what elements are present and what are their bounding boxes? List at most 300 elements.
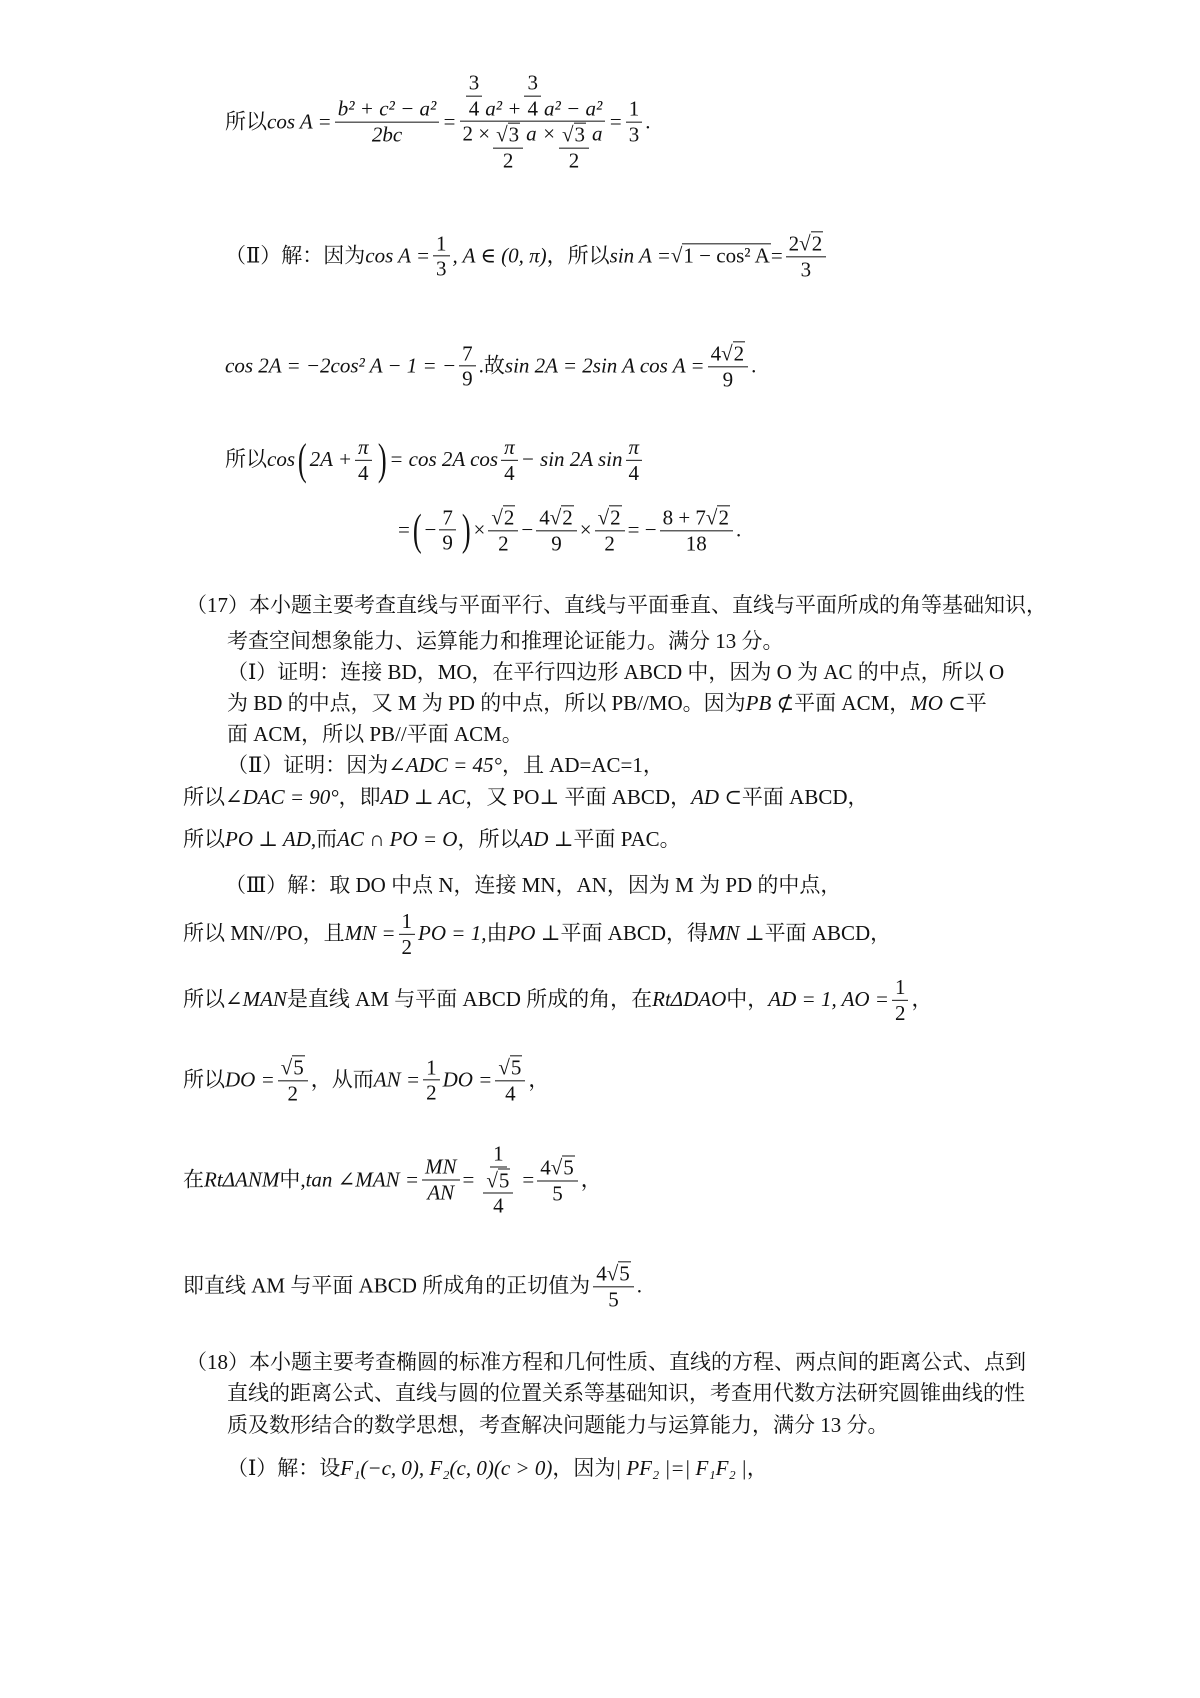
text-line (227, 630, 784, 654)
numerator (459, 342, 476, 367)
math-expression: F₁(−c, 0), F₂(c, 0)(c > 0) (340, 1456, 553, 1481)
fraction (536, 505, 577, 554)
text-segment: （Ⅱ）解：因为 (225, 243, 366, 268)
text-segment: 1 (436, 230, 447, 255)
denominator (399, 935, 416, 959)
text-segment: = (770, 243, 783, 268)
radical-sign-icon: √ (606, 1261, 619, 1286)
math-expression: a × (526, 122, 557, 146)
math-expression: = cos 2A cos (389, 447, 499, 472)
numerator (536, 505, 577, 531)
text-segment: 4 (596, 1261, 607, 1286)
text-line (183, 910, 891, 958)
numerator (595, 505, 625, 531)
text-line (183, 1261, 642, 1310)
math-expression: MN = (344, 921, 396, 946)
radical-sign-icon: √ (280, 1055, 293, 1080)
fraction (477, 1142, 519, 1217)
denominator (285, 1081, 302, 1105)
fraction (593, 1261, 634, 1310)
square-root (486, 1168, 510, 1192)
fraction (488, 505, 518, 554)
numerator (626, 436, 643, 461)
numerator (524, 72, 541, 97)
parenthesized-group (410, 506, 474, 554)
parenthesized-group (295, 436, 389, 484)
text-segment: 平面 ABCD，得 (560, 921, 709, 946)
denominator (439, 531, 456, 555)
text-line (227, 1414, 889, 1438)
text-segment: ,而 (310, 827, 338, 852)
math-expression: RtΔDAO (652, 987, 727, 1012)
text-line (398, 505, 741, 554)
square-root (706, 505, 730, 529)
fraction (399, 910, 416, 958)
text-segment: 2 (401, 934, 413, 959)
math-expression: PB ⊄ (745, 691, 795, 716)
denominator (605, 1287, 622, 1311)
text-segment: （18）本小题主要考查椭圆的标准方程和几何性质、直线的方程、两点间的距离公式、点到 (186, 1350, 1026, 1375)
text-segment: （17）本小题主要考查直线与平面平行、直线与平面垂直、直线与平面所成的角等基础知识， (186, 593, 1047, 618)
text-segment: 3 (800, 257, 812, 281)
square-root (799, 231, 823, 255)
math-expression: | PF₂ |=| F₁F₂ | (615, 1456, 747, 1481)
text-segment: 7 (442, 504, 453, 529)
text-segment: 5 (608, 1287, 619, 1311)
fraction (335, 98, 440, 146)
denominator (501, 461, 518, 485)
numerator (626, 98, 643, 123)
text-segment: 面 ACM，所以 PB//平面 ACM。 (227, 722, 523, 747)
numerator (399, 910, 416, 935)
text-segment: 8 + 7 (662, 505, 706, 530)
text-line (225, 231, 829, 280)
numerator (537, 1155, 578, 1181)
text-segment: 18 (685, 531, 707, 555)
text-segment: 由 (486, 921, 508, 946)
text-line (186, 1351, 1026, 1375)
radicand: 5 (510, 1055, 522, 1080)
denominator (626, 123, 643, 147)
text-segment: 4 (540, 1155, 551, 1180)
paren-content (310, 436, 375, 484)
radicand: 2 (562, 505, 573, 530)
text-segment: 3 (468, 70, 480, 95)
text-segment: 在 (183, 1167, 204, 1192)
math-expression: a (592, 122, 603, 146)
text-segment: 质及数形结合的数学思想，考查解决问题能力与运算能力，满分 13 分。 (227, 1413, 889, 1438)
text-segment: 平面 ABCD， (764, 921, 892, 946)
text-segment: = (398, 517, 410, 542)
text-segment: 即直线 AM 与平面 ABCD 所成角的正切值为 (183, 1273, 591, 1298)
denominator (500, 149, 517, 173)
radicand: 2 (811, 231, 823, 256)
text-segment: ， (580, 1167, 602, 1192)
text-segment: 1 (493, 1141, 504, 1166)
text-segment: 4 (493, 1193, 504, 1218)
math-expression: cos 2A = −2cos² A − 1 = − (225, 353, 457, 378)
text-segment: （Ⅰ）解：设 (227, 1456, 341, 1481)
radical-sign-icon: √ (670, 243, 683, 268)
text-segment: 7 (462, 340, 473, 365)
text-line (183, 976, 932, 1024)
denominator (798, 257, 815, 281)
denominator (601, 531, 618, 555)
text-segment: 4 (628, 460, 640, 485)
denominator (548, 531, 565, 555)
radicand: 5 (293, 1055, 304, 1080)
denominator (433, 257, 450, 281)
text-segment: × (473, 517, 486, 542)
text-segment: ， (911, 987, 933, 1012)
math-expression: MN (425, 1154, 457, 1179)
math-expression: PO ⊥ (507, 921, 561, 946)
numerator (495, 1055, 525, 1081)
denominator (477, 1167, 519, 1217)
square-root (671, 244, 771, 269)
square-root (550, 505, 574, 529)
fraction (559, 123, 589, 172)
text-segment: ，所以 (546, 243, 610, 268)
right-paren-icon: ) (377, 435, 387, 484)
fraction (459, 72, 605, 173)
denominator (892, 1001, 909, 1025)
fraction (439, 506, 456, 554)
text-segment: ，即 (338, 785, 381, 810)
text-segment: 2 × (462, 122, 491, 146)
text-segment: 9 (551, 531, 562, 555)
text-segment: × (579, 517, 592, 542)
radical-sign-icon: √ (721, 341, 733, 366)
text-segment: 2 (498, 531, 509, 555)
text-segment: 中， (726, 987, 769, 1012)
denominator (502, 1081, 519, 1105)
text-line (225, 436, 645, 484)
text-segment: ，所以 (457, 827, 521, 852)
square-root (281, 1055, 305, 1079)
text-segment: 2 (287, 1081, 299, 1105)
text-line (227, 754, 664, 778)
fraction (466, 72, 483, 120)
math-expression: AC ∩ PO = O (337, 827, 458, 852)
math-expression: π (628, 434, 640, 459)
radical-sign-icon: √ (498, 1055, 510, 1080)
text-segment: ， (746, 1456, 768, 1481)
denominator (524, 96, 541, 120)
text-segment: 4 (358, 460, 369, 485)
text-segment: ，从而 (310, 1067, 374, 1092)
text-segment: 4 (710, 341, 722, 366)
square-root (562, 123, 586, 147)
denominator (466, 96, 483, 120)
fraction (524, 72, 541, 120)
text-segment: 4 (539, 505, 550, 530)
math-expression: = (442, 109, 457, 134)
text-line (183, 1142, 602, 1217)
fraction (537, 1155, 578, 1204)
text-segment: 1 (401, 908, 413, 933)
text-segment: 3 (436, 256, 447, 281)
math-expression: = (608, 109, 623, 134)
fraction (422, 1156, 460, 1204)
text-segment: 9 (462, 366, 473, 391)
text-segment: 9 (442, 530, 453, 555)
numerator (423, 1056, 440, 1081)
numerator (460, 72, 605, 122)
text-line (186, 594, 1047, 618)
text-segment: . (751, 353, 757, 378)
text-segment: 1 (628, 96, 640, 121)
right-paren-icon: ) (461, 505, 471, 554)
fraction (355, 436, 372, 484)
left-paren-icon: ( (412, 505, 422, 554)
fraction (501, 436, 518, 484)
fraction (786, 231, 827, 280)
text-segment: 1 (426, 1054, 437, 1079)
text-segment: 2 (502, 148, 514, 173)
text-segment: 5 (552, 1180, 563, 1205)
radical-sign-icon: √ (550, 1155, 563, 1180)
math-expression: MO ⊂ (910, 691, 966, 716)
math-expression: PO ⊥ AD (225, 827, 311, 852)
text-segment: . (645, 109, 651, 134)
math-expression: cos A = (267, 109, 332, 134)
denominator (459, 367, 476, 391)
radicand: 3 (508, 123, 520, 147)
paren-content (425, 506, 459, 554)
math-expression: RtΔANM (204, 1167, 280, 1192)
numerator (559, 123, 589, 149)
square-root (491, 505, 515, 529)
numerator (439, 506, 456, 531)
numerator (483, 1168, 513, 1194)
radical-sign-icon: √ (549, 505, 562, 530)
text-segment: （Ⅰ）证明：连接 BD，MO，在平行四边形 ABCD 中，因为 O 为 AC 的中点，所以 O (227, 660, 1005, 685)
text-segment: 所以 (183, 987, 225, 1012)
text-segment: 2 (604, 531, 615, 555)
math-expression: tan ∠MAN = (305, 1167, 420, 1192)
text-segment: 所以 (225, 447, 267, 472)
text-line (227, 1382, 1025, 1406)
text-segment: 3 (628, 122, 640, 147)
radical-sign-icon: √ (496, 123, 508, 147)
text-segment: 是直线 AM 与平面 ABCD 所成的角，在 (286, 987, 653, 1012)
text-segment: 为 BD 的中点，又 M 为 PD 的中点，所以 PB//MO。因为 (227, 691, 746, 716)
fraction (459, 342, 476, 390)
math-expression: a² + (485, 96, 522, 121)
radicand: 2 (503, 505, 515, 530)
text-segment: = (522, 1167, 535, 1192)
text-segment: 平面 ACM， (794, 691, 911, 716)
text-segment: 4 (504, 460, 515, 485)
numerator (708, 341, 749, 367)
radical-sign-icon: √ (491, 505, 503, 530)
text-segment: 2 (568, 148, 580, 173)
text-segment: 1 (894, 974, 906, 999)
text-segment: 4 (505, 1081, 516, 1105)
square-root (721, 341, 745, 365)
square-root (598, 505, 622, 529)
text-segment: . (636, 1273, 642, 1298)
radical-sign-icon: √ (597, 505, 610, 530)
text-segment: 中, (279, 1167, 306, 1192)
radical-sign-icon: √ (799, 231, 811, 256)
math-expression: sin A = (609, 243, 671, 268)
math-expression: , A ∈ (0, π) (452, 243, 547, 268)
text-line (227, 692, 987, 716)
text-segment: 所以 (183, 785, 225, 810)
math-expression: sin 2A = 2sin A cos A = (504, 353, 705, 378)
text-line (183, 1055, 549, 1104)
text-segment: （Ⅲ）解：取 DO 中点 N，连接 MN，AN，因为 M 为 PD 的中点， (225, 873, 842, 898)
math-expression: cos A = (365, 243, 431, 268)
left-paren-icon: ( (297, 435, 307, 484)
denominator (490, 1194, 507, 1218)
text-segment: 考查空间想象能力、运算能力和推理论证能力。满分 13 分。 (227, 629, 784, 654)
radicand: 2 (718, 505, 729, 530)
text-segment: 9 (722, 367, 734, 391)
math-expression: AN (427, 1180, 455, 1205)
text-segment: ，因为 (552, 1456, 616, 1481)
denominator (423, 1081, 440, 1105)
math-expression: ∠ADC = 45° (388, 753, 502, 778)
fraction (892, 976, 909, 1024)
text-segment: . (735, 517, 742, 542)
text-segment: 所以 (183, 1067, 225, 1092)
text-segment: 3 (527, 70, 538, 95)
fraction (483, 1168, 513, 1217)
denominator (626, 461, 643, 485)
text-line (225, 72, 650, 173)
numerator (493, 123, 523, 149)
fraction (495, 1055, 525, 1104)
math-expression: DO = (225, 1067, 275, 1092)
math-expression: b² + c² − a² (337, 96, 437, 121)
fraction (660, 505, 733, 554)
fraction (493, 123, 523, 172)
math-expression: AD ⊥ (520, 827, 574, 852)
radicand: 2 (733, 341, 745, 366)
radicand: 2 (610, 505, 621, 530)
numerator (593, 1261, 634, 1287)
numerator (355, 436, 372, 461)
text-segment: ，又 PO⊥ 平面 ABCD， (465, 785, 692, 810)
fraction (626, 436, 643, 484)
radicand: 5 (498, 1168, 510, 1193)
math-expression: MN ⊥ (708, 921, 765, 946)
numerator (488, 505, 518, 531)
denominator (495, 531, 512, 555)
text-segment: .故 (478, 353, 505, 378)
math-expression: − sin 2A sin (520, 447, 623, 472)
denominator (369, 123, 405, 147)
text-line (225, 341, 756, 390)
numerator (490, 1142, 507, 1167)
text-segment: ， (528, 1067, 550, 1092)
radicand: 5 (619, 1261, 630, 1286)
square-root (607, 1261, 631, 1285)
square-root (551, 1155, 575, 1179)
denominator (459, 122, 605, 172)
math-expression: DO = (442, 1067, 493, 1092)
square-root (496, 123, 520, 147)
fraction (423, 1056, 440, 1104)
math-expression: ∠MAN (225, 987, 287, 1012)
math-expression: PO = 1, (418, 921, 487, 946)
denominator (720, 367, 737, 391)
math-expression: 2A + (309, 447, 353, 472)
text-segment: − (424, 517, 437, 542)
math-expression: AN = (373, 1067, 421, 1092)
text-segment: − (521, 517, 534, 542)
numerator (501, 436, 518, 461)
fraction (626, 98, 643, 146)
text-segment: 2 (426, 1080, 437, 1105)
denominator (549, 1181, 566, 1205)
text-segment: = (462, 1167, 475, 1192)
text-segment: 4 (468, 96, 480, 121)
text-line (227, 723, 523, 747)
numerator (786, 231, 827, 257)
denominator (683, 531, 710, 555)
numerator (466, 72, 483, 97)
text-segment: （Ⅱ）证明：因为 (227, 753, 389, 778)
text-segment: 平面 ABCD， (741, 785, 869, 810)
math-expression: cos (267, 447, 295, 472)
text-segment: 所以 MN//PO，且 (183, 921, 345, 946)
radical-sign-icon: √ (562, 123, 574, 147)
numerator (660, 505, 733, 531)
text-segment: ，且 AD=AC=1， (501, 753, 664, 778)
math-expression: a² − a² (543, 96, 603, 121)
text-line (183, 828, 681, 852)
text-segment: 所以 (225, 109, 267, 134)
denominator (355, 461, 372, 485)
math-expression: AD ⊥ AC (380, 785, 466, 810)
text-line (225, 874, 841, 898)
math-expression: AD = 1, AO = (768, 987, 889, 1012)
math-expression: π (504, 434, 515, 459)
radical-sign-icon: √ (705, 505, 718, 530)
math-expression: AD ⊂ (691, 785, 742, 810)
numerator (335, 98, 440, 123)
fraction (595, 505, 625, 554)
square-root (498, 1055, 522, 1079)
text-segment: 平 (965, 691, 987, 716)
fraction (433, 232, 450, 280)
math-expression: 2bc (371, 122, 403, 147)
text-line (227, 661, 1004, 685)
text-segment: 4 (527, 96, 538, 121)
text-segment: 2 (788, 231, 800, 256)
denominator (424, 1180, 457, 1204)
denominator (566, 149, 583, 173)
text-segment: = − (627, 517, 657, 542)
radicand: 1 − cos² A (683, 243, 770, 268)
numerator (892, 976, 909, 1001)
math-expression: π (358, 434, 369, 459)
text-line (227, 1457, 768, 1481)
radicand: 5 (563, 1155, 574, 1180)
radicand: 3 (574, 123, 586, 147)
fraction (278, 1055, 308, 1104)
text-segment: 平面 PAC。 (573, 827, 681, 852)
text-line (183, 786, 869, 810)
numerator (433, 232, 450, 257)
text-segment: 所以 (183, 827, 225, 852)
math-expression: ∠DAC = 90° (225, 785, 339, 810)
radical-sign-icon: √ (486, 1168, 498, 1193)
